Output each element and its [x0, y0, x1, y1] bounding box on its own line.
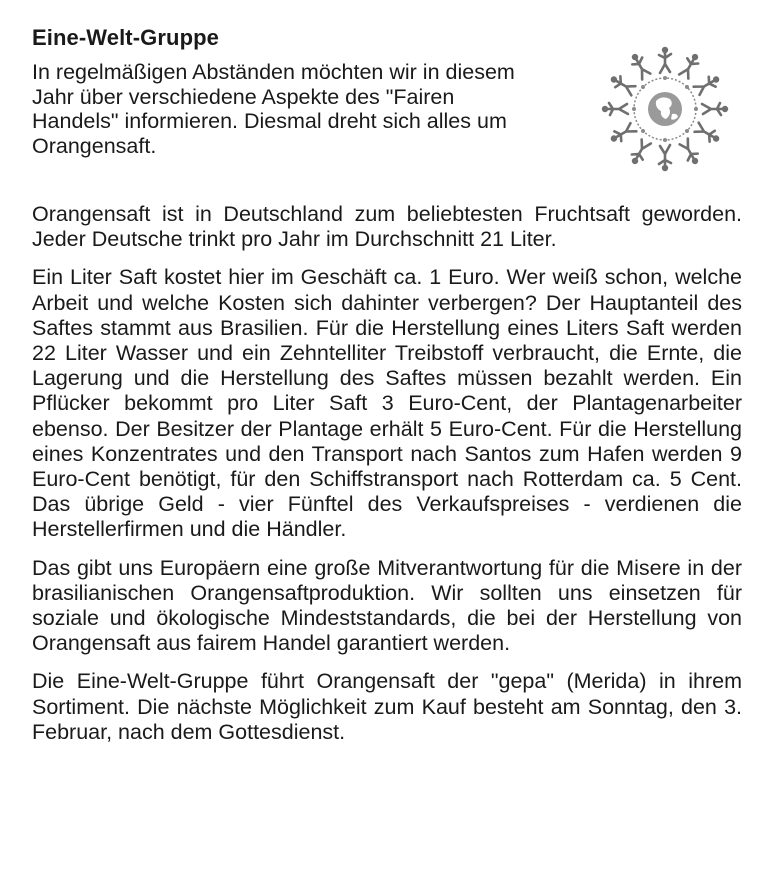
paragraph-consumption: Orangensaft ist in Deutschland zum beliebtesten Fruchtsaft geworden. Jeder Deutsche trinkt pro Jahr im Durchschnitt 21 Liter. — [32, 202, 742, 252]
paragraph-responsibility: Das gibt uns Europäern eine große Mitverantwortung für die Misere in der brasilianischen Orangensaftproduktion. Wir sollten uns einsetzen für soziale und ökologische Mindeststandards, die bei der Herstellung von Orangensaft aus fairem Handel garantiert werden. — [32, 555, 742, 656]
globe-with-people-circle-icon — [600, 44, 730, 174]
intro-paragraph: In regelmäßigen Abständen möchten wir in diesem Jahr über verschiedene Aspekte des "Fairen Handels" informieren. Diesmal dreht sich alles um Orangensaft. — [32, 60, 515, 158]
article-heading: Eine-Welt-Gruppe — [32, 25, 219, 50]
article — [32, 24, 742, 758]
paragraph-sale-info: Die Eine-Welt-Gruppe führt Orangensaft der "gepa" (Merida) in ihrem Sortiment. Die nächste Möglichkeit zum Kauf besteht am Sonntag, den 3. Februar, nach dem Gottesdienst. — [32, 669, 742, 744]
paragraph-cost-breakdown: Ein Liter Saft kostet hier im Geschäft ca. 1 Euro. Wer weiß schon, welche Arbeit und welche Kosten sich dahinter verbergen? Der Hauptanteil des Saftes stammt aus Brasilien. Für die Herstellung eines Liters Saft werden 22 Liter Wasser und ein Zehntelliter Treibstoff verbraucht, die Ernte, die Lagerung und die Herstellung des Saftes müssen bezahlt werden. Ein Pflücker bekommt pro Liter Saft 3 Euro-Cent, der Plantagenarbeiter ebenso. Der Besitzer der Plantage erhält 5 Euro-Cent. Für die Herstellung eines Konzentrates und den Transport nach Santos zum Hafen werden 9 Euro-Cent benötigt, für den Schiffstransport nach Rotterdam ca. 5 Cent. Das übrige Geld - vier Fünftel des Verkaufspreises - verdienen die Herstellerfirmen und die Händler. — [32, 265, 742, 542]
intro-section — [32, 60, 742, 202]
